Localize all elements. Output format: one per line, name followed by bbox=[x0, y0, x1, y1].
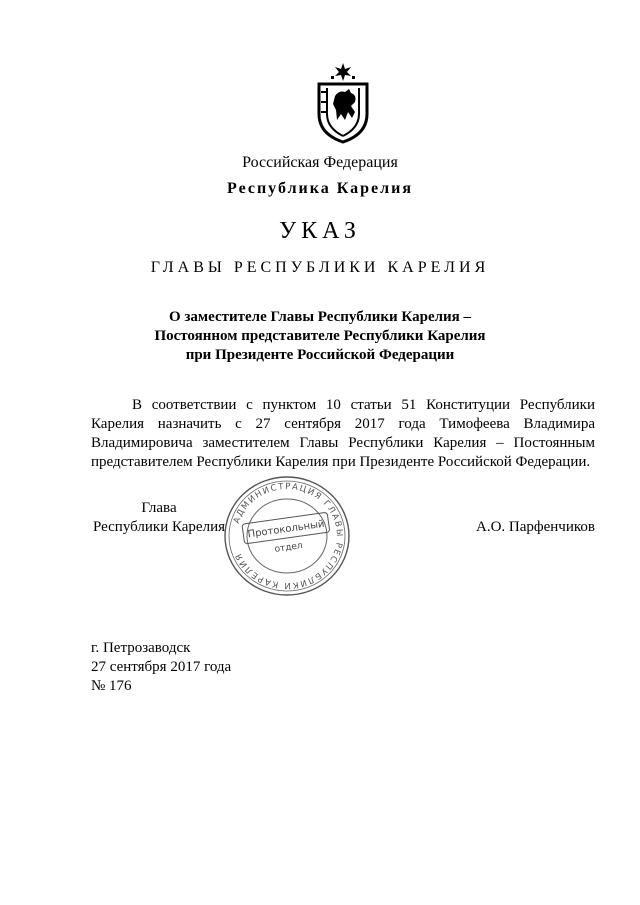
karelia-coat-of-arms-icon bbox=[315, 62, 371, 144]
stamp-inner-line-1: Протокольный bbox=[247, 518, 326, 541]
subject-line-3: при Президенте Российской Федерации bbox=[185, 347, 455, 363]
stamp-ring-text: АДМИНИСТРАЦИЯ ГЛАВЫ РЕСПУБЛИКИ КАРЕЛИЯ bbox=[231, 481, 345, 591]
decree-body-paragraph: В соответствии с пунктом 10 статьи 51 Конституции Республики Карелия назначить с 27 сентября 2017 года Тимофеева Владимира Владимировича заместителем Главы Республики Карелия – Постоянным представителем Республики Карелия при Президенте Российской Федерации. bbox=[91, 397, 595, 470]
federation-name: Российская Федерация bbox=[242, 154, 398, 171]
signatory-title bbox=[91, 499, 227, 537]
decree-footer bbox=[91, 639, 231, 696]
issue-city: г. Петрозаводск bbox=[91, 640, 191, 656]
decree-number: № 176 bbox=[91, 678, 132, 694]
protocol-department-stamp bbox=[222, 474, 352, 598]
issue-date: 27 сентября 2017 года bbox=[91, 659, 232, 675]
signatory-title-line-2: Республики Карелия bbox=[92, 519, 226, 535]
subject-line-1: О заместителе Главы Республики Карелия – bbox=[168, 309, 472, 325]
signatory-title-line-1: Глава bbox=[141, 500, 177, 516]
republic-name: Республика Карелия bbox=[227, 180, 413, 197]
decree-type: УКАЗ bbox=[279, 218, 361, 244]
decree-issuer: ГЛАВЫ РЕСПУБЛИКИ КАРЕЛИЯ bbox=[150, 259, 490, 276]
decree-subject bbox=[0, 308, 640, 365]
subject-line-2: Постоянном представителе Республики Карелия bbox=[154, 328, 486, 344]
stamp-inner-line-2: отдел bbox=[273, 540, 304, 555]
signatory-name: А.О. Парфенчиков bbox=[476, 519, 595, 535]
